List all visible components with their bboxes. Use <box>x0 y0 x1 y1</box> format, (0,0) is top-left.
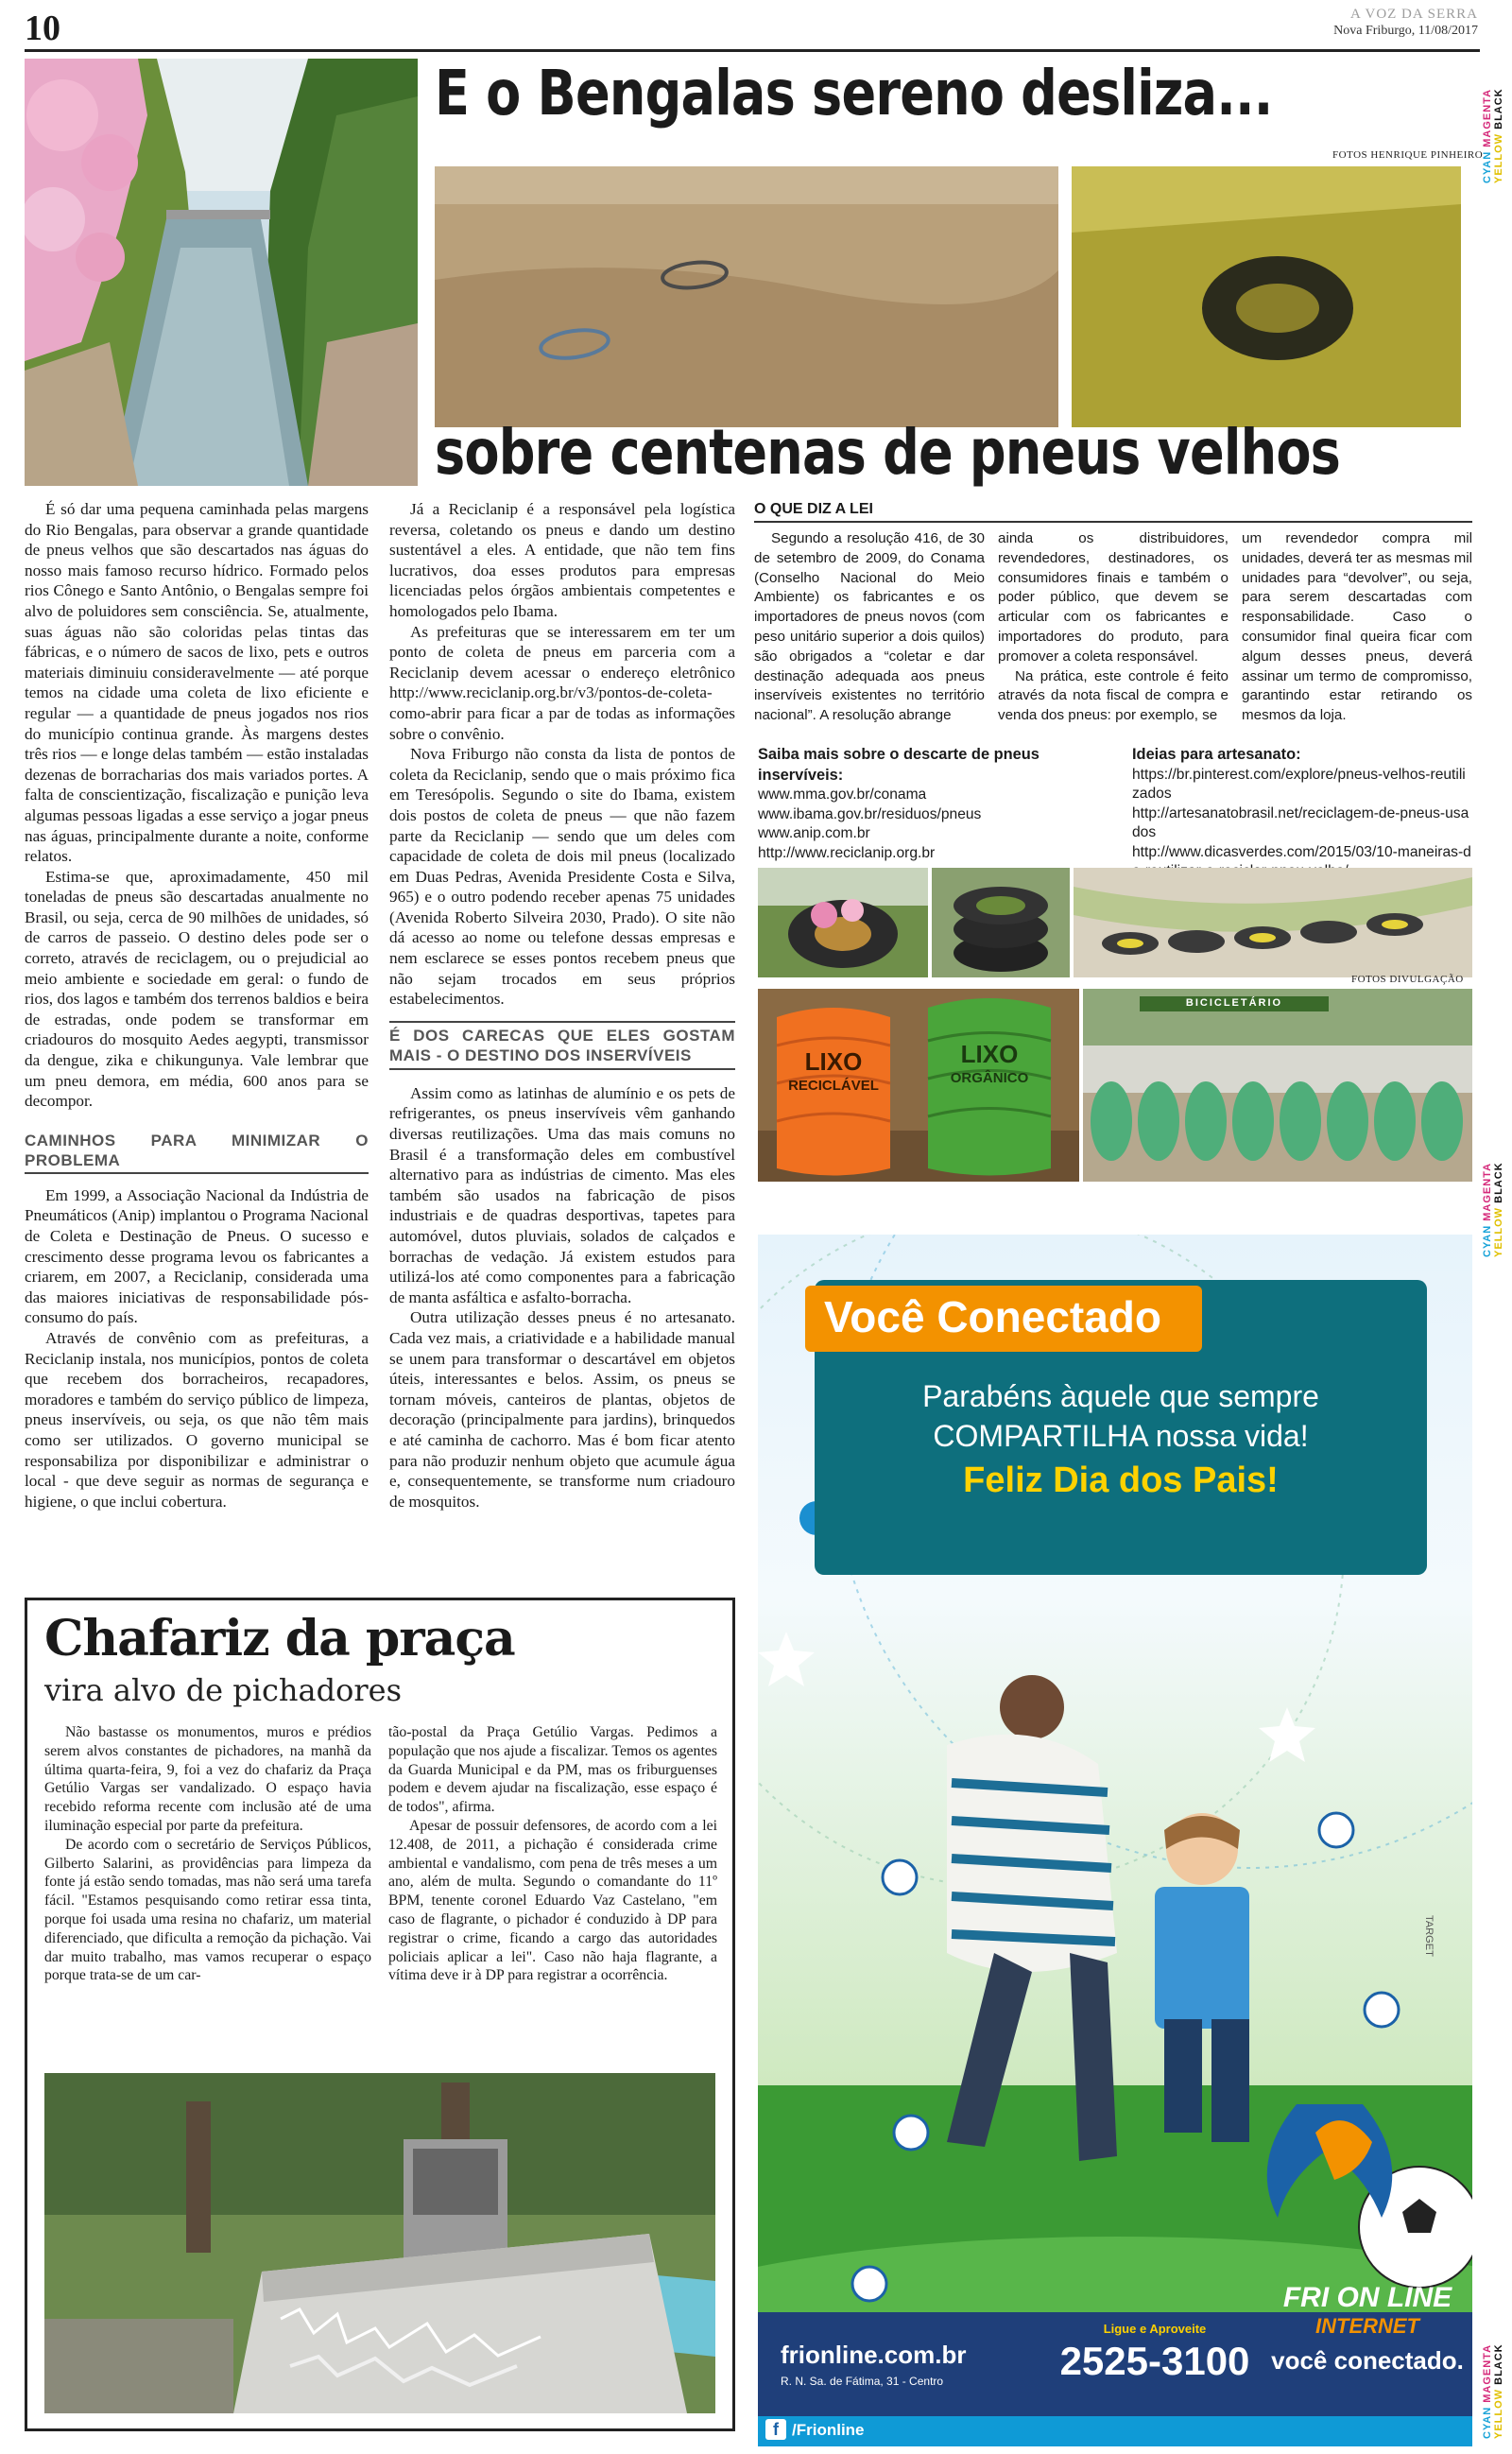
bin-label-organico: ORGÂNICO <box>950 1070 1029 1086</box>
article-paragraph: Nova Friburgo não consta da lista de pontos de coleta da Reciclanip, sendo que o mais próximo fica em Teresópolis. Segundo o site do Ibama, existem dois postos de coleta de pneus — que não fazem parte da Reciclanip — sendo que um deles com capacidade de coleta de dois mil pneus (localizado em Duas Pedras, Avenida Presidente Costa e Silva, 965) e o outro podendo receber apenas 75 unidades (Avenida Roberto Silveira 2030, Prado). O site não dá acesso ao nome ou telefone dessas empresas e nem esclarece se esses pontos recebem pneus que não sejam trocados em seus próprios estabelecimentos. <box>389 745 735 1009</box>
agency-mark: TARGET <box>1423 1915 1435 1957</box>
ad-call-to-action: Ligue e Aproveite <box>1103 2322 1207 2336</box>
ad-facebook-handle[interactable]: /Frionline <box>792 2421 865 2439</box>
law-paragraph: ainda os distribuidores, revendedores, destinadores, os consumidores finais e também o poder público, que devem se articular com os fabricantes e importadores do produto, para promover a coleta responsável. <box>998 530 1228 665</box>
ad-line-1: Parabéns àquele que sempre <box>922 1379 1319 1413</box>
saiba-mais-links <box>758 745 1126 863</box>
law-paragraph: um revendedor compra mil unidades, deverá ter as mesmas mil unidades para “devolver”, ou seja, para serem descartadas com responsabilidade. Caso o consumidor final queira ficar com algum desses pneus, deverá assinar um termo de compromisso, garantindo estar retirando os mesmos da loja. <box>1242 530 1472 724</box>
link-item[interactable]: https://br.pinterest.com/explore/pneus-velhos-reutilizados <box>1132 766 1466 802</box>
link-item[interactable]: www.mma.gov.br/conama <box>758 786 927 803</box>
law-column-3 <box>1242 529 1472 726</box>
article-paragraph: Através de convênio com as prefeituras, a Reciclanip instala, nos municípios, pontos de coleta que recebem dos borracheiros, recapadores, moradores e também do serviço público de limpeza, pneus inservíveis, ou seja, os que não têm mais como ser utilizados. O governo municipal se responsabiliza por disponibilizar e administrar o local - que deve seguir as normas de segurança e higiene, o que inclui cobertura. <box>25 1328 369 1511</box>
photo-credit-divulgacao: FOTOS DIVULGAÇÃO <box>1351 974 1464 985</box>
article-column-2 <box>389 499 735 1512</box>
newspaper-name: A VOZ DA SERRA <box>1350 7 1478 22</box>
chafariz-column-2 <box>388 1723 717 1985</box>
vandalized-fountain-photo <box>44 2073 715 2413</box>
law-column-2 <box>998 529 1228 726</box>
article-paragraph: As prefeituras que se interessarem em ter um ponto de coleta de pneus em parceria com a Reciclanip devem acessar o endereço eletrônico http://www.reciclanip.org.br/v3/pontos-de-coleta-como-abrir para ficar a par de todas as informações sobre o convênio. <box>389 622 735 743</box>
chafariz-subtitle: vira alvo de pichadores <box>44 1672 403 1708</box>
bike-rack-sign: BICICLETÁRIO <box>1185 997 1283 1009</box>
newspaper-masthead <box>1333 6 1478 40</box>
article-paragraph: Assim como as latinhas de alumínio e os pets de refrigerantes, os pneus inservíveis vêm ganhando diversas reutilizações. Uma das mais comuns no Brasil é a transformação deles em combustível alternativo para as indústrias de cimento. Mas eles também são usados na fabricação de pisos industriais e de quadras desportivas, tapetes para automóvel, dutos pluviais, solados de calçados e borrachas de vedação. Já existem estudos para utilizá-los até como componentes para a fabricação de manta asfáltica e asfalto-borracha. <box>389 1083 735 1306</box>
subheading-carecas: É DOS CARECAS QUE ELES GOSTAM MAIS - O DESTINO DOS INSERVÍVEIS <box>389 1021 735 1070</box>
ideias-heading: Ideias para artesanato: <box>1132 746 1301 763</box>
chafariz-title: Chafariz da praça <box>44 1610 515 1668</box>
link-item[interactable]: www.ibama.gov.br/residuos/pneus <box>758 805 982 822</box>
muddy-river-tires-photo <box>435 166 1058 427</box>
painted-tire-path-photo <box>1074 868 1472 977</box>
ad-brand: FRI ON LINE <box>1282 2282 1452 2313</box>
cmyk-mark-bottom: CYAN MAGENTA YELLOW BLACK <box>1482 2343 1504 2439</box>
article-column-1 <box>25 499 369 1512</box>
law-heading: O QUE DIZ A LEI <box>754 501 1472 523</box>
photo-credit: FOTOS HENRIQUE PINHEIRO <box>1332 149 1484 161</box>
chafariz-paragraph: De acordo com o secretário de Serviços Públicos, Gilberto Salarini, as providências para limpeza da fonte já estão sendo tomadas, mas não será uma tarefa fácil. "Estamos pesquisando como retirar essa tinta, porque foi usada uma resina no chafariz, um material diferenciado, que dificulta a remoção da pichação. Vai dar muito trabalho, mas vamos recuperar o espaço porque trata-se de um car- <box>44 1836 371 1984</box>
ad-website[interactable]: frionline.com.br <box>781 2341 967 2369</box>
article-paragraph: É só dar uma pequena caminhada pelas margens do Rio Bengalas, para observar a grande quantidade de pneus velhos que são descartados nas águas do nosso mais famoso recurso hídrico. Formado pelos rios Cônego e Santo Antônio, o Bengalas sempre foi alvo de poluidores sem consciência. Se, atualmente, suas águas não são coloridas pelas tintas das fábricas, e o número de sacos de lixo, pets e outros materiais diminuiu consideravelmente — até porque temos na cidade uma coleta de lixo eficiente e regular — a quantidade de pneus jogados nos rios do município continua grande. Às margens destes três rios — e longe delas também — estão instaladas dezenas de borracharias dos mais variados portes. A falta de conscientização, fiscalização e punição leva algumas pessoas ligadas a esse serviço a jogar pneus nas águas, principalmente durante a noite, conforme relatos. <box>25 500 369 866</box>
bin-label-lixo: LIXO <box>804 1047 863 1076</box>
chafariz-paragraph: tão-postal da Praça Getúlio Vargas. Pedimos a população que nos ajude a fiscalizar. Temos os agentes da Guarda Municipal e da PM, mas os friburguenses podem e devem ajudar na fiscalização, esse espaço é de todos", afirma. <box>388 1724 717 1816</box>
dateline: Nova Friburgo, 11/08/2017 <box>1333 24 1478 38</box>
frionline-advertisement[interactable] <box>758 1235 1472 2446</box>
lixo-bins-photo <box>758 989 1079 1182</box>
article-paragraph: Em 1999, a Associação Nacional da Indústria de Pneumáticos (Anip) implantou o Programa Nacional de Coleta e Destinação de Pneus. O sucesso e crescimento desse programa levou os fabricantes a criarem, em 2007, a Reciclanip, considerada uma das maiores iniciativas de responsabilidade pós-consumo do país. <box>25 1185 369 1327</box>
law-paragraph: Segundo a resolução 416, de 30 de setembro de 2009, do Conama (Conselho Nacional do Meio Ambiente) os fabricantes e os importadores de pneus novos (com peso unitário superior a dois quilos) são obrigados a “coletar e dar destinação adequada aos pneus inservíveis existentes no território nacional”. A resolução abrange <box>754 530 985 724</box>
link-item[interactable]: www.anip.com.br <box>758 825 870 841</box>
bike-rack-tires-photo <box>1083 989 1472 1182</box>
headline-top: E o Bengalas sereno desliza... <box>435 57 1273 130</box>
subheading-caminhos: CAMINHOS PARA MINIMIZAR O PROBLEMA <box>25 1131 369 1174</box>
cmyk-mark-middle: CYAN MAGENTA YELLOW BLACK <box>1482 1162 1504 1257</box>
article-paragraph: Estima-se que, aproximadamente, 450 mil toneladas de pneus são descartadas anualmente no Brasil, ou seja, cerca de 90 milhões de unidades, só de carros de passeio. O destino deles pode ser o correto, através de reciclagem, ou o prejudicial ao meio ambiente e sociedade em geral: o fundo de rios, dos lagos e também dos terrenos baldios e beira de estradas, onde podem se transformar em criadouros do mosquito Aedes aegypti, transmissor da dengue, zika e chikungunya. Vale lembrar que um pneu demora, em média, 600 anos para se decompor. <box>25 867 369 1111</box>
saiba-mais-heading: Saiba mais sobre o descarte de pneus inservíveis: <box>758 746 1040 784</box>
facebook-icon[interactable]: f <box>765 2419 786 2440</box>
ad-title: Você Conectado <box>824 1292 1161 1341</box>
header-rule <box>25 49 1480 52</box>
link-item[interactable]: http://artesanatobrasil.net/reciclagem-de-pneus-usados <box>1132 804 1469 840</box>
tire-planter-photo <box>758 868 928 977</box>
article-paragraph: Já a Reciclanip é a responsável pela logística reversa, coletando os pneus e dando um destino sustentável a eles. A entidade, que não tem fins lucrativos, doa esses produtos para empresas licenciadas pelos órgãos ambientais competentes e homologados pelo Ibama. <box>389 500 735 620</box>
river-photo <box>25 59 418 486</box>
link-item[interactable]: http://www.reciclanip.org.br <box>758 844 936 861</box>
bin-label-reciclavel: RECICLÁVEL <box>788 1078 879 1094</box>
article-paragraph: Outra utilização desses pneus é no artesanato. Cada vez mais, a criatividade e a habilidade manual se unem para transformar o descartável em objetos úteis, interessantes e belos. Assim, os pneus se tornam móveis, canteiros de plantas, objetos de decoração (principalmente para jardins), brinquedos e até caminha de cachorro. Mas é bom ficar atento para não produzir nenhum objeto que acumule água e, consequentemente, se transforme num criadouro de mosquitos. <box>389 1308 735 1511</box>
page-number: 10 <box>25 9 60 48</box>
chafariz-story-box <box>25 1598 735 2431</box>
ad-phone[interactable]: 2525-3100 <box>1059 2339 1250 2383</box>
link-item[interactable]: http://www.dicasverdes.com/2015/03/10-maneiras-d <box>1132 843 1471 860</box>
law-paragraph: Na prática, este controle é feito através da nota fiscal de compra e venda dos pneus: por exemplo, se <box>998 667 1228 724</box>
headline-bottom: sobre centenas de pneus velhos <box>435 416 1341 489</box>
ad-line-2: COMPARTILHA nossa vida! <box>933 1419 1309 1453</box>
chafariz-paragraph: Apesar de possuir defensores, de acordo com a lei 12.408, de 2011, a pichação é considerada crime ambiental e vandalismo, com pena de três meses a um ano, além de multa. Segundo o comandante do 11º BPM, tenente coronel Eduardo Vaz Castelano, "em caso de flagrante, o pichador é conduzido à DP para registrar o crime, ficando a cargo das autoridades policiais aplicar a lei". Caso não haja flagrante, a vítima deve ir à DP para registrar a ocorrência. <box>388 1817 717 1984</box>
bin-label-lixo-2: LIXO <box>960 1040 1019 1068</box>
law-column-1 <box>754 529 985 726</box>
chafariz-paragraph: Não bastasse os monumentos, muros e prédios serem alvos constantes de pichadores, na manhã da última quarta-feira, 9, foi a vez do chafariz da Praça Getúlio Vargas ser vandalizado. O espaço havia recebido reforma recente com inclusão até de uma iluminação especial por parte da prefeitura. <box>44 1724 371 1834</box>
ad-slogan: você conectado. <box>1271 2346 1464 2375</box>
ad-line-3: Feliz Dia dos Pais! <box>963 1460 1279 1500</box>
ad-brand-internet: INTERNET <box>1315 2314 1419 2338</box>
submerged-tire-photo <box>1072 166 1461 427</box>
tire-stack-photo <box>932 868 1070 977</box>
ad-social-bar <box>758 2416 1472 2446</box>
chafariz-column-1 <box>44 1723 371 1985</box>
ad-address: R. N. Sa. de Fátima, 31 - Centro <box>781 2375 944 2388</box>
cmyk-mark-top: CYAN MAGENTA YELLOW BLACK <box>1482 88 1504 183</box>
